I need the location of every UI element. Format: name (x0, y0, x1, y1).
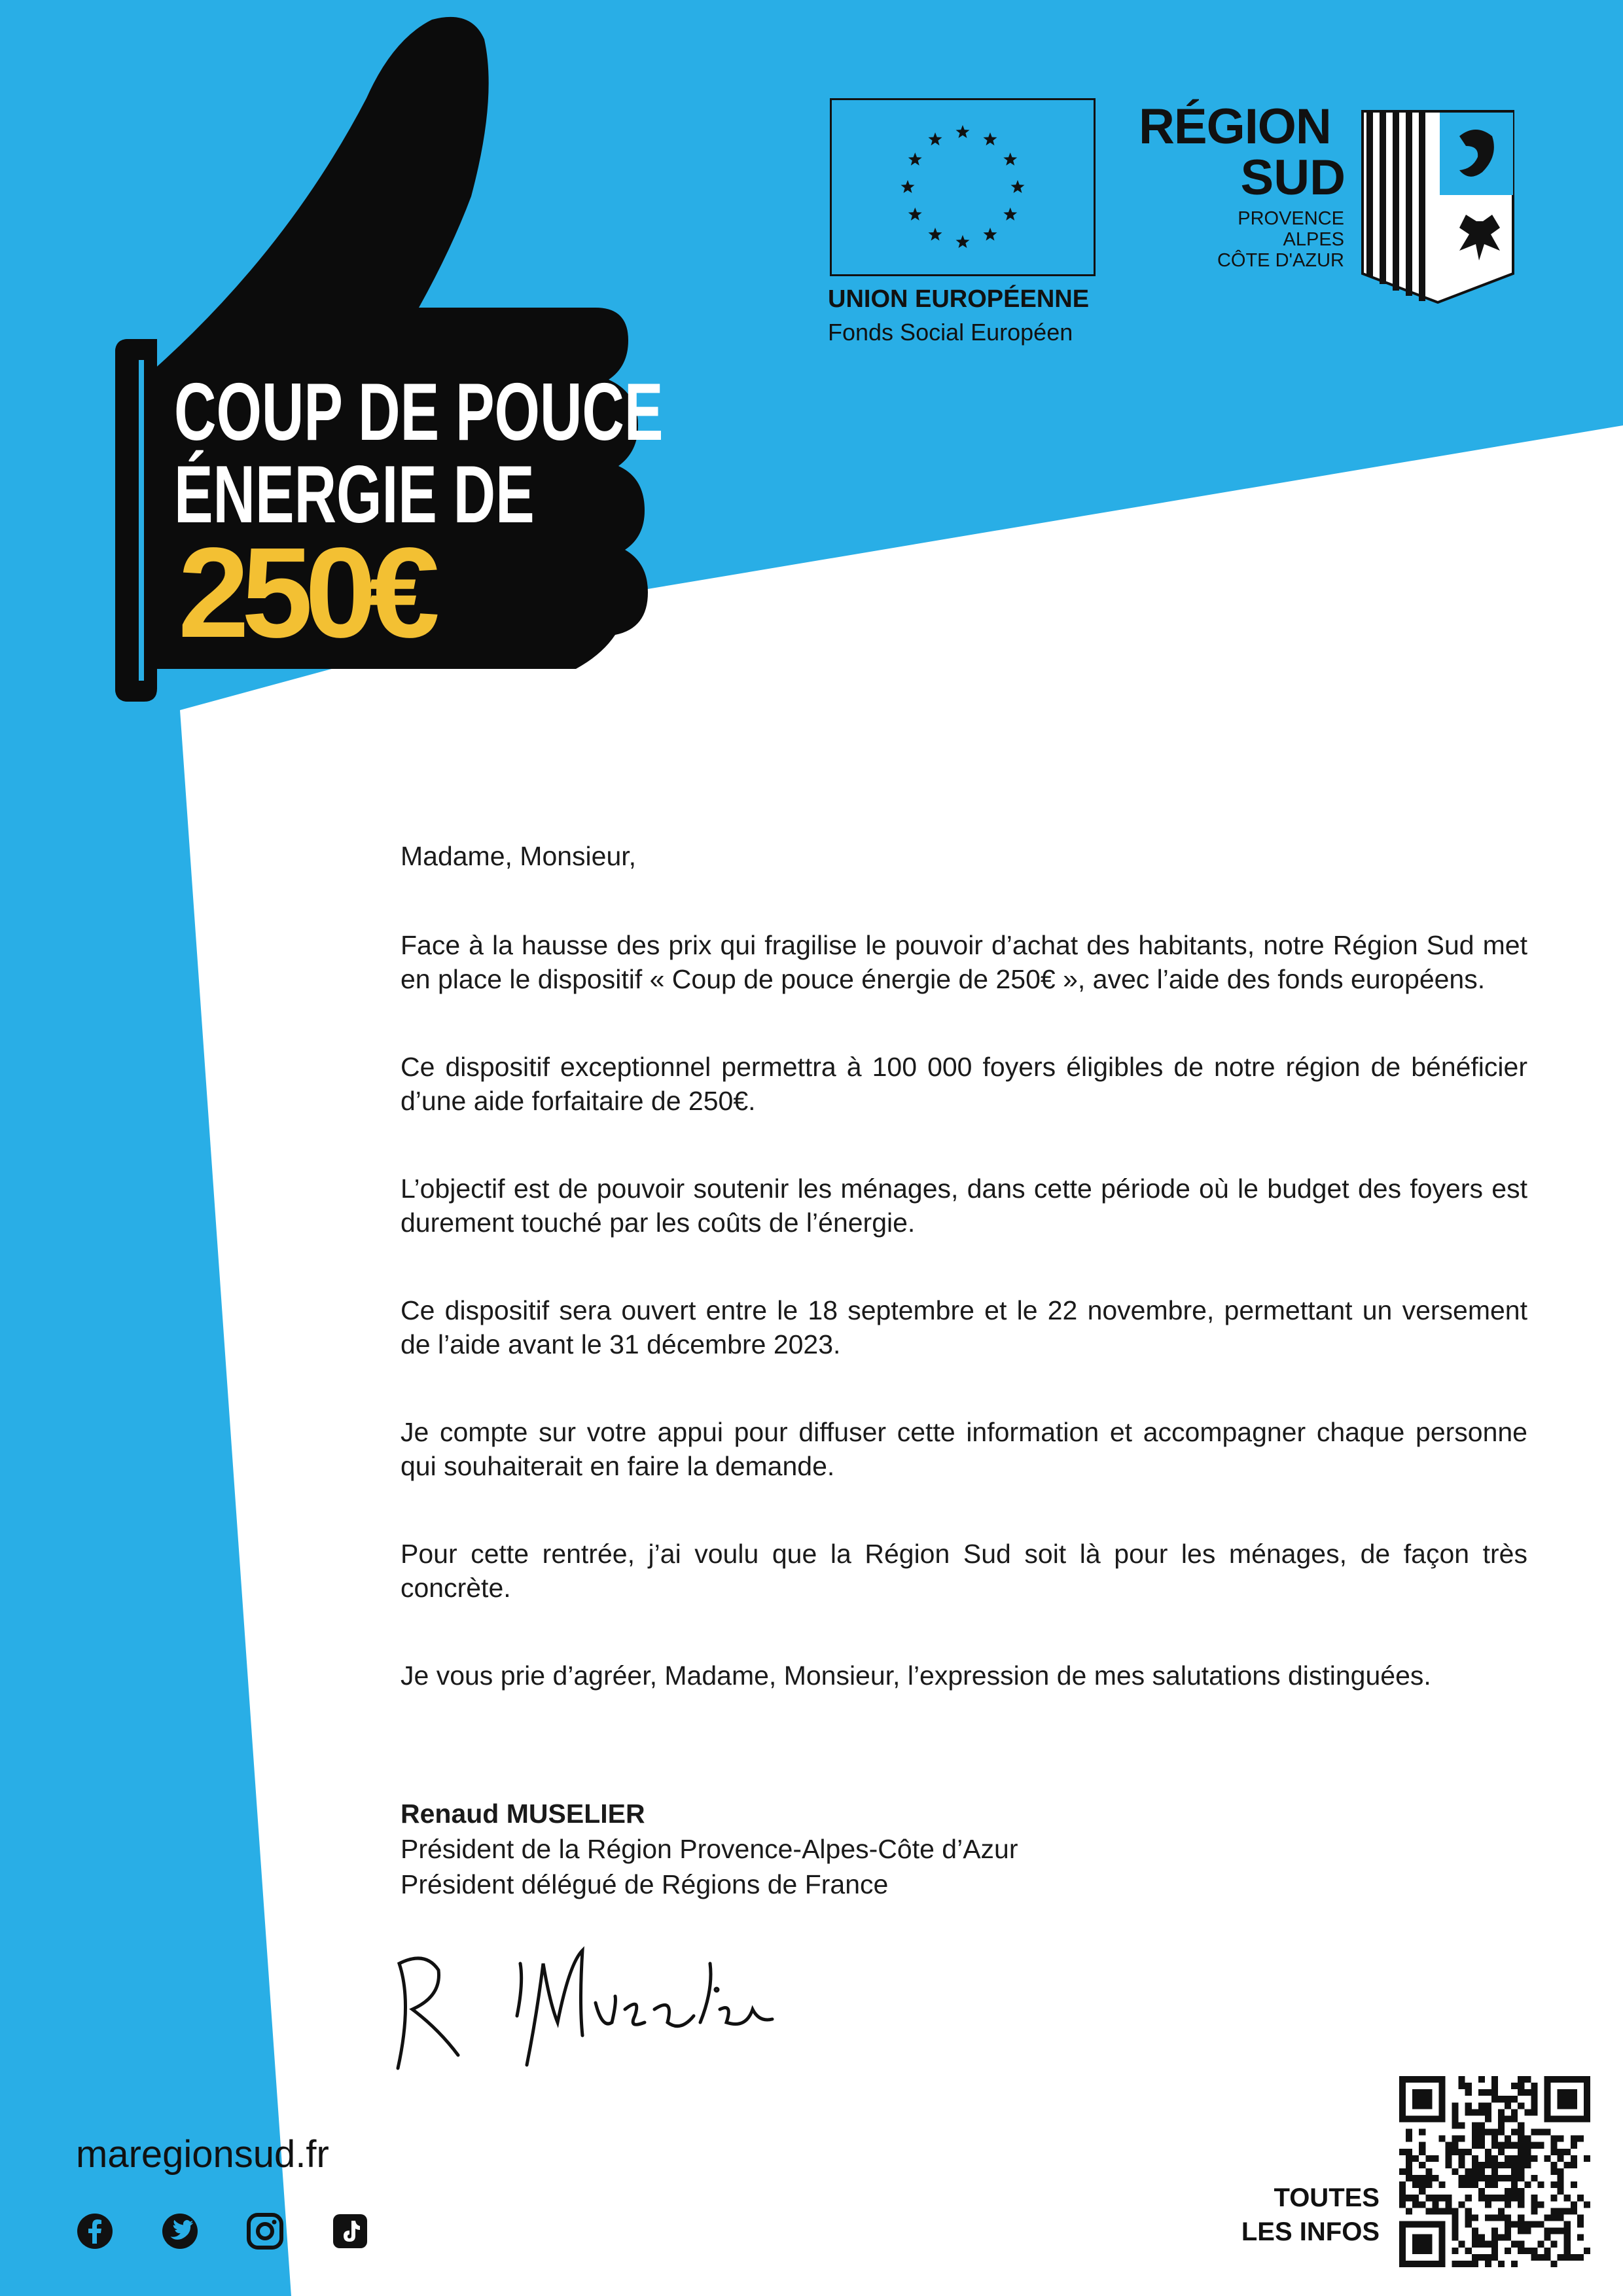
hero-line-1: COUP DE POUCE (174, 367, 664, 457)
eu-star-icon (908, 207, 922, 221)
eu-star-icon (929, 228, 942, 241)
infos-label-1: TOUTES (1274, 2183, 1380, 2212)
hero-amount: 250€ (178, 521, 433, 664)
eu-flag-logo (830, 98, 1096, 276)
twitter-icon[interactable] (161, 2212, 199, 2250)
region-sub-3: CÔTE D'AZUR (1217, 250, 1344, 271)
eu-stars-icon (832, 100, 1094, 274)
region-name-line-1: RÉGION (1139, 99, 1331, 154)
letter-body (401, 839, 1527, 1746)
qr-code[interactable] (1399, 2076, 1590, 2267)
letter-paragraph: Je compte sur votre appui pour diffuser cette information et accompagner chaque personne qui souhaiterait en faire la demande. (401, 1417, 1527, 1481)
region-sub-2: ALPES (1283, 229, 1344, 250)
eu-star-icon (984, 132, 997, 145)
eu-star-icon (908, 152, 922, 166)
eu-star-icon (929, 132, 942, 145)
instagram-icon[interactable] (246, 2212, 284, 2250)
letter-greeting: Madame, Monsieur, (401, 841, 637, 871)
eu-star-icon (901, 180, 915, 193)
letter-paragraph: Ce dispositif sera ouvert entre le 18 septembre et le 22 novembre, permettant un versement de l’aide avant le 31 décembre 2023. (401, 1295, 1527, 1359)
signer-title-2: Président délégué de Régions de France (401, 1869, 889, 1899)
letter-paragraph: Ce dispositif exceptionnel permettra à 100 000 foyers éligibles de notre région de bénéficier d’une aide forfaitaire de 250€. (401, 1052, 1527, 1116)
letter-paragraph: L’objectif est de pouvoir soutenir les ménages, dans cette période où le budget des foyers est durement touché par les coûts de l’énergie. (401, 1174, 1527, 1238)
letter-paragraph: Pour cette rentrée, j’ai voulu que la Région Sud soit là pour les ménages, de façon très concrète. (401, 1539, 1527, 1603)
hero-line-2: ÉNERGIE DE (174, 450, 535, 540)
letter-paragraph: Face à la hausse des prix qui fragilise le pouvoir d’achat des habitants, notre Région Sud met en place le dispositif « Coup de pouce énergie de 250€ », avec l’aide des fonds européens. (401, 930, 1527, 994)
signer-title-1: Président de la Région Provence-Alpes-Côte d’Azur (401, 1834, 1018, 1864)
eu-title: UNION EUROPÉENNE (828, 285, 1090, 313)
eu-star-icon (1003, 207, 1017, 221)
infos-label-2: LES INFOS (1241, 2217, 1380, 2246)
letter-paragraph: Je vous prie d’agréer, Madame, Monsieur, l’expression de mes salutations distinguées. (401, 1660, 1431, 1691)
website-link[interactable]: maregionsud.fr (76, 2133, 329, 2176)
eu-star-icon (956, 235, 970, 248)
signer-name: Renaud MUSELIER (401, 1799, 645, 1829)
hand-cuff (115, 339, 141, 702)
tiktok-icon[interactable] (331, 2212, 369, 2250)
eu-star-icon (1011, 180, 1025, 193)
handwritten-signature (386, 1924, 805, 2081)
region-name-line-2: SUD (1240, 150, 1346, 206)
eu-star-icon (1003, 152, 1017, 166)
eu-star-icon (984, 228, 997, 241)
region-crest-icon (1361, 110, 1514, 304)
eu-subtitle: Fonds Social Européen (828, 319, 1073, 346)
facebook-icon[interactable] (76, 2212, 114, 2250)
region-sub-1: PROVENCE (1238, 208, 1344, 229)
eu-star-icon (956, 125, 970, 138)
